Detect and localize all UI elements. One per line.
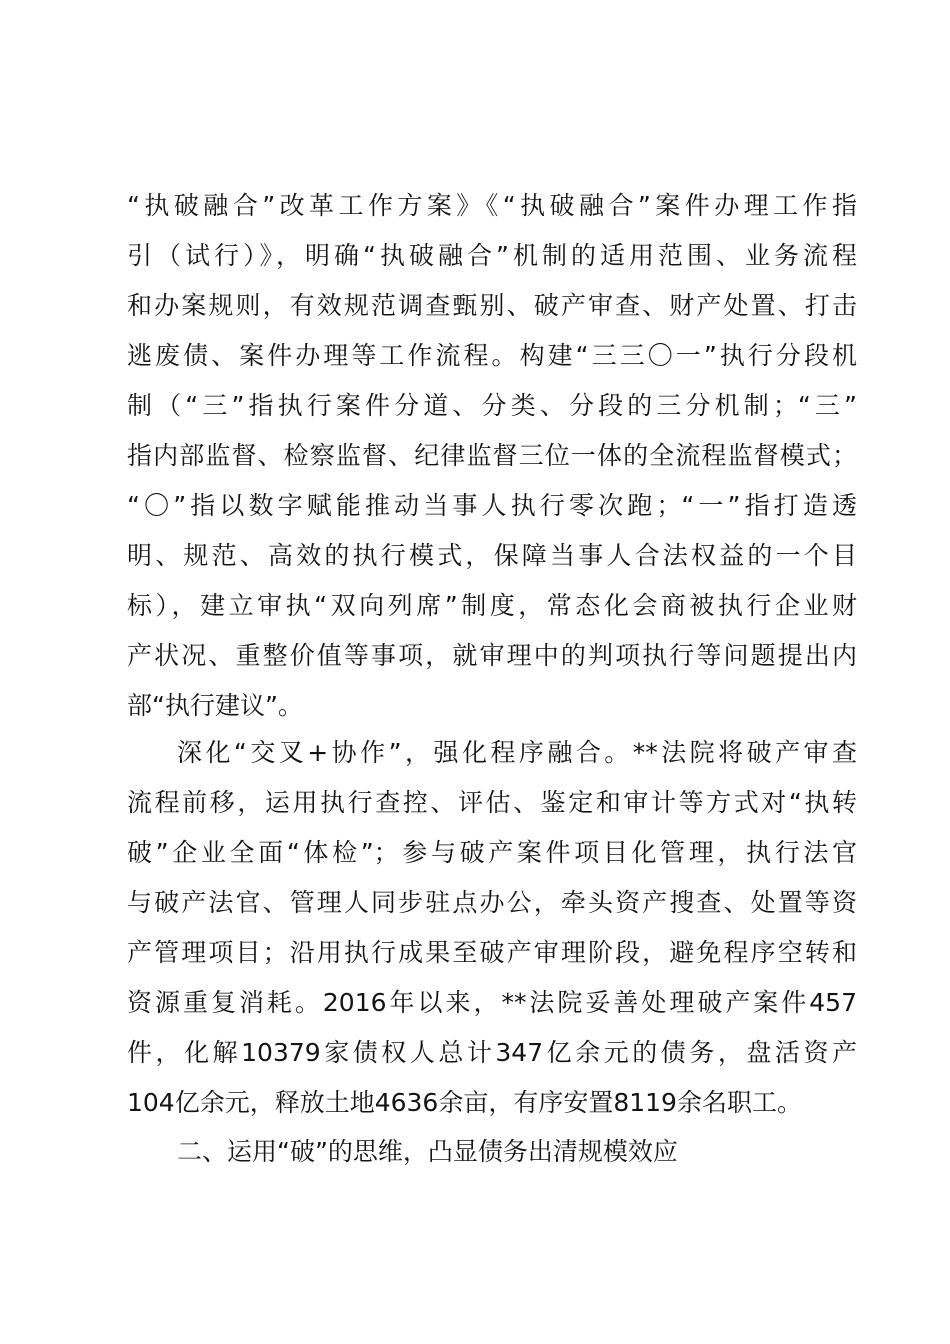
text-line: 104亿余元，释放土地4636余亩，有序安置8119余名职工。 bbox=[127, 1088, 802, 1117]
text-line: 产管理项目；沿用执行成果至破产审理阶段，避免程序空转和 bbox=[127, 938, 857, 967]
text-line: 资源重复消耗。2016年以来，**法院妥善处理破产案件457 bbox=[127, 988, 857, 1017]
text-line: 引（试行）》，明确“执破融合”机制的适用范围、业务流程 bbox=[127, 241, 857, 270]
paragraph-1 bbox=[127, 181, 857, 731]
text-line: “〇”指以数字赋能推动当事人执行零次跑；“一”指打造透 bbox=[127, 491, 857, 520]
text-line: 件，化解10379家债权人总计347亿余元的债务，盘活资产 bbox=[127, 1038, 857, 1067]
text-line: 深化“交叉+协作”，强化程序融合。**法院将破产审查 bbox=[177, 738, 857, 767]
text-line: 逃废债、案件办理等工作流程。构建“三三〇一”执行分段机 bbox=[127, 341, 857, 370]
text-line: 流程前移，运用执行查控、评估、鉴定和审计等方式对“执转 bbox=[127, 788, 857, 817]
section-heading: 二、运用“破”的思维，凸显债务出清规模效应 bbox=[177, 1137, 678, 1166]
text-line: 产状况、重整价值等事项，就审理中的判项执行等问题提出内 bbox=[127, 641, 857, 670]
text-line: 标），建立审执“双向列席”制度，常态化会商被执行企业财 bbox=[127, 591, 857, 620]
paragraph-2 bbox=[127, 728, 857, 1128]
text-line: 指内部监督、检察监督、纪律监督三位一体的全流程监督模式； bbox=[127, 441, 857, 470]
text-line: 和办案规则，有效规范调查甄别、破产审查、财产处置、打击 bbox=[127, 291, 857, 320]
text-line: 破”企业全面“体检”；参与破产案件项目化管理，执行法官 bbox=[127, 838, 857, 867]
text-line: 制（“三”指执行案件分道、分类、分段的三分机制；“三” bbox=[127, 391, 857, 420]
text-line: “执破融合”改革工作方案》《“执破融合”案件办理工作指 bbox=[127, 191, 857, 220]
text-line: 明、规范、高效的执行模式，保障当事人合法权益的一个目 bbox=[127, 541, 857, 570]
text-line: 与破产法官、管理人同步驻点办公，牵头资产搜查、处置等资 bbox=[127, 888, 857, 917]
text-line: 部“执行建议”。 bbox=[127, 691, 303, 720]
